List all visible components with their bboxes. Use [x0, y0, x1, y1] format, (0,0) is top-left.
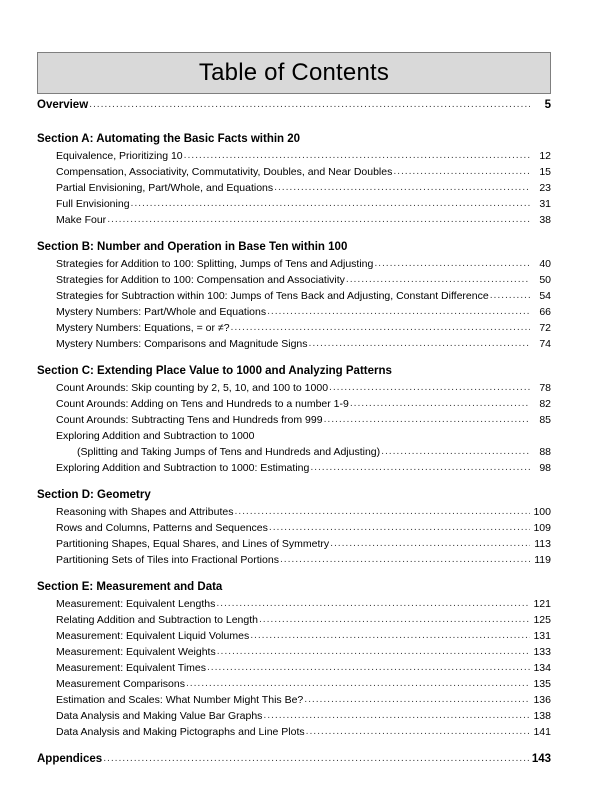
toc-section-label: Section E: Measurement and Data [37, 581, 223, 593]
toc-entry[interactable] [37, 320, 551, 336]
toc-entry-label: Full Envisioning [56, 198, 130, 210]
toc-entry[interactable] [37, 596, 551, 612]
toc-entry[interactable] [37, 396, 551, 412]
spacer [37, 228, 551, 239]
toc-page-number: 131 [533, 630, 551, 642]
toc-entry[interactable] [37, 272, 551, 288]
toc-entry-label: Compensation, Associativity, Commutativity, Doubles, and Near Doubles [56, 166, 393, 178]
dot-leader [374, 256, 530, 271]
toc-section-label: Section D: Geometry [37, 489, 151, 501]
toc-entry[interactable] [37, 444, 551, 460]
dot-leader [350, 396, 530, 411]
toc-page-number: 119 [534, 554, 551, 566]
toc-page-number: 40 [539, 258, 551, 270]
toc-entry-label: Partitioning Shapes, Equal Shares, and Lines of Symmetry [56, 538, 330, 550]
toc-entry[interactable] [37, 612, 551, 628]
toc-entry[interactable] [37, 520, 551, 536]
page-title: Table of Contents [198, 59, 390, 86]
toc-page-number: 85 [539, 414, 551, 426]
toc-entry-label: Strategies for Addition to 100: Compensation and Associativity [56, 274, 345, 286]
toc-entry-label: Mystery Numbers: Comparisons and Magnitude Signs [56, 338, 308, 350]
dot-leader [346, 272, 530, 287]
toc-page-number: 88 [539, 446, 551, 458]
toc-section-label: Section C: Extending Place Value to 1000 and Analyzing Patterns [37, 365, 392, 377]
toc-entry-label: Measurement: Equivalent Lengths [56, 598, 216, 610]
toc-entry[interactable] [37, 708, 551, 724]
dot-leader [324, 412, 530, 427]
toc-page-number: 98 [539, 462, 551, 474]
toc-page-number: 12 [539, 150, 551, 162]
dot-leader [267, 304, 530, 319]
dot-leader [231, 320, 530, 335]
toc-entry-label: Measurement Comparisons [56, 678, 185, 690]
toc-entry[interactable] [37, 148, 551, 164]
toc-entry[interactable] [37, 504, 551, 520]
toc-page-number: 78 [539, 382, 551, 394]
dot-leader [330, 536, 530, 551]
toc-entry[interactable] [37, 692, 551, 708]
toc-page-number: 143 [531, 753, 551, 765]
spacer [37, 352, 551, 363]
dot-leader [217, 644, 530, 659]
toc-entry-label: Count Arounds: Adding on Tens and Hundreds to a number 1-9 [56, 398, 349, 410]
toc-entry-label: Equivalence, Prioritizing 10 [56, 150, 183, 162]
toc-entry[interactable] [37, 196, 551, 212]
toc-entry-label: Reasoning with Shapes and Attributes [56, 506, 234, 518]
toc-page-number: 141 [533, 726, 551, 738]
dot-leader [280, 552, 530, 567]
toc-section-heading[interactable] [37, 239, 551, 256]
spacer [37, 476, 551, 487]
toc-section-label: Section A: Automating the Basic Facts within 20 [37, 133, 301, 145]
dot-leader [304, 692, 530, 707]
dot-leader [184, 148, 530, 163]
spacer [37, 740, 551, 751]
toc-page-number: 54 [539, 290, 551, 302]
toc-page-number: 113 [534, 538, 551, 550]
toc-page-number: 135 [533, 678, 551, 690]
toc-page-number: 133 [533, 646, 551, 658]
toc-entry-label: Rows and Columns, Patterns and Sequences [56, 522, 268, 534]
dot-leader [103, 751, 530, 767]
toc-page-number: 74 [539, 338, 551, 350]
toc-entry[interactable] [37, 288, 551, 304]
toc-entry-label: Make Four [56, 214, 107, 226]
toc-page-number: 121 [533, 598, 551, 610]
toc-page-number: 134 [533, 662, 551, 674]
toc-entry[interactable] [37, 428, 551, 444]
toc-entry[interactable] [37, 304, 551, 320]
toc-entry[interactable] [37, 628, 551, 644]
toc-entry-label: Partial Envisioning, Part/Whole, and Equations [56, 182, 274, 194]
spacer [37, 114, 551, 131]
toc-page-number: 82 [539, 398, 551, 410]
toc-entry[interactable] [37, 460, 551, 476]
toc-entry-label: Data Analysis and Making Pictographs and Line Plots [56, 726, 305, 738]
dot-leader [89, 97, 530, 113]
dot-leader [207, 660, 530, 675]
toc-page-number: 72 [539, 322, 551, 334]
toc-entry[interactable] [37, 676, 551, 692]
dot-leader [393, 164, 530, 179]
dot-leader [186, 676, 530, 691]
dot-leader [269, 520, 530, 535]
toc-entry[interactable] [37, 380, 551, 396]
toc-title-banner [37, 52, 551, 94]
dot-leader [107, 212, 530, 227]
toc-entry-label: Measurement: Equivalent Liquid Volumes [56, 630, 250, 642]
dot-leader [234, 504, 530, 519]
toc-page-number: 109 [533, 522, 551, 534]
toc-entry-label: Strategies for Subtraction within 100: Jumps of Tens Back and Adjusting, Constant Difference [56, 290, 489, 302]
toc-page-number: 50 [539, 274, 551, 286]
toc-entry-label: Data Analysis and Making Value Bar Graphs [56, 710, 263, 722]
toc-entry-label: Mystery Numbers: Equations, = or ≠? [56, 322, 230, 334]
toc-page-number: 136 [533, 694, 551, 706]
toc-page-number: 138 [533, 710, 551, 722]
dot-leader [490, 288, 530, 303]
toc-entry[interactable] [37, 256, 551, 272]
toc-entry[interactable] [37, 336, 551, 352]
toc-entry-label: Partitioning Sets of Tiles into Fractional Portions [56, 554, 279, 566]
toc-list [37, 97, 551, 768]
toc-entry-appendices[interactable] [37, 751, 551, 768]
toc-entry-label: Mystery Numbers: Part/Whole and Equations [56, 306, 267, 318]
dot-leader [131, 196, 530, 211]
toc-page-number: 15 [539, 166, 551, 178]
dot-leader [263, 708, 530, 723]
toc-entry-label: Appendices [37, 753, 103, 765]
toc-entry-label: Count Arounds: Skip counting by 2, 5, 10, and 100 to 1000 [56, 382, 329, 394]
toc-entry-label: Measurement: Equivalent Times [56, 662, 206, 674]
toc-entry[interactable] [37, 552, 551, 568]
toc-entry-label: Exploring Addition and Subtraction to 1000: Estimating [56, 462, 310, 474]
dot-leader [309, 336, 530, 351]
toc-entry-label: Estimation and Scales: What Number Might This Be? [56, 694, 304, 706]
dot-leader [306, 724, 530, 739]
toc-entry-label: Overview [37, 99, 89, 111]
dot-leader [310, 460, 530, 475]
toc-section-heading[interactable] [37, 363, 551, 380]
toc-section-heading[interactable] [37, 487, 551, 504]
toc-entry-label: Measurement: Equivalent Weights [56, 646, 216, 658]
toc-entry[interactable] [37, 212, 551, 228]
toc-entry[interactable] [37, 180, 551, 196]
toc-entry[interactable] [37, 536, 551, 552]
dot-leader [250, 628, 530, 643]
toc-page-number: 31 [539, 198, 551, 210]
toc-page-number: 66 [539, 306, 551, 318]
dot-leader [329, 380, 530, 395]
toc-entry-label: Count Arounds: Subtracting Tens and Hundreds from 999 [56, 414, 323, 426]
toc-page-number: 5 [544, 99, 551, 111]
toc-entry-label: Strategies for Addition to 100: Splitting, Jumps of Tens and Adjusting [56, 258, 374, 270]
toc-entry-overview[interactable] [37, 97, 551, 114]
spacer [37, 568, 551, 579]
toc-entry[interactable] [37, 164, 551, 180]
toc-entry[interactable] [37, 644, 551, 660]
toc-section-label: Section B: Number and Operation in Base Ten within 100 [37, 241, 348, 253]
toc-entry-label: Exploring Addition and Subtraction to 1000 [56, 430, 255, 442]
dot-leader [381, 444, 530, 459]
dot-leader [259, 612, 530, 627]
toc-sections [37, 131, 551, 751]
toc-entry-label: Relating Addition and Subtraction to Length [56, 614, 258, 626]
toc-page-number: 23 [539, 182, 551, 194]
toc-entry[interactable] [37, 724, 551, 740]
toc-section-heading[interactable] [37, 579, 551, 596]
toc-entry-label: (Splitting and Taking Jumps of Tens and Hundreds and Adjusting) [77, 446, 381, 458]
toc-entry[interactable] [37, 660, 551, 676]
toc-page-number: 100 [533, 506, 551, 518]
dot-leader [274, 180, 530, 195]
toc-page-number: 125 [533, 614, 551, 626]
toc-page-number: 38 [539, 214, 551, 226]
toc-section-heading[interactable] [37, 131, 551, 148]
dot-leader [216, 596, 530, 611]
toc-entry[interactable] [37, 412, 551, 428]
